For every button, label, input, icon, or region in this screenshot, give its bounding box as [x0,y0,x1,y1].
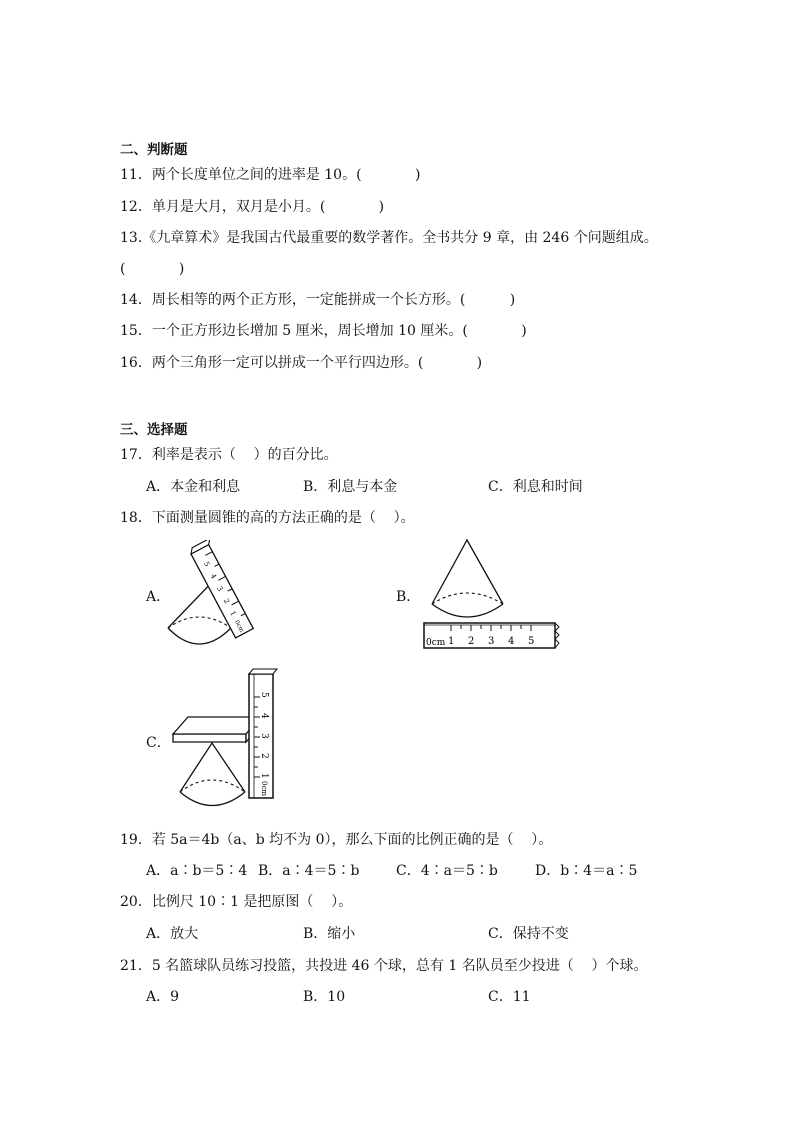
ruler-c-tick-2: 2 [259,753,269,759]
question-11: 11．两个长度单位之间的进率是 10。( ) [120,167,421,183]
ruler-b-tick-0: 0cm [426,638,446,648]
question-13: 13.《九章算术》是我国古代最重要的数学著作。全书共分 9 章，由 246 个问题组成。 [120,230,658,246]
q20-option-a: A．放大 [146,926,199,942]
figure-a-cone-tilted-ruler [165,540,265,655]
figure-c-label: C． [146,735,171,751]
q19-option-a: A．a∶b＝5∶4 [146,863,248,879]
figure-b-cone-horizontal-ruler [420,537,565,652]
question-13-answer: ( ) [120,261,185,277]
question-19: 19．若 5a＝4b（a、b 均不为 0），那么下面的比例正确的是（ ）。 [120,832,553,848]
svg-text:0cm: 0cm [232,619,246,634]
ruler-c-tick-1: 1 [259,773,269,779]
figure-a-label: A． [146,589,171,605]
question-17: 17．利率是表示（ ）的百分比。 [120,447,338,463]
svg-text:3: 3 [215,584,225,593]
ruler-b-tick-2: 2 [468,636,475,647]
ruler-b-tick-5: 5 [528,636,535,647]
question-18: 18．下面测量圆锥的高的方法正确的是（ ）。 [120,510,415,526]
svg-text:5: 5 [201,560,212,568]
q17-option-c: C．利息和时间 [488,479,583,495]
figure-b-label: B． [396,589,421,605]
question-20: 20．比例尺 10∶1 是把原图（ ）。 [120,894,353,910]
ruler-b-tick-1: 1 [448,636,455,647]
q19-option-d: D．b∶4＝a∶5 [535,863,638,879]
ruler-c-tick-4: 4 [259,713,269,719]
question-15: 15．一个正方形边长增加 5 厘米，周长增加 10 厘米。( ) [120,323,527,339]
svg-text:2: 2 [221,597,231,606]
ruler-b-tick-3: 3 [488,636,495,647]
question-12: 12．单月是大月，双月是小月。( ) [120,199,385,215]
ruler-c-tick-5: 5 [259,692,269,698]
svg-text:1: 1 [228,609,238,618]
question-16: 16．两个三角形一定可以拼成一个平行四边形。( ) [120,355,483,371]
ruler-b-tick-4: 4 [508,636,515,647]
q20-option-c: C．保持不变 [488,926,569,942]
question-14: 14．周长相等的两个正方形，一定能拼成一个长方形。( ) [120,292,516,308]
svg-text:4: 4 [208,572,218,581]
ruler-c-tick-3: 3 [259,733,269,739]
q17-option-a: A．本金和利息 [146,479,241,495]
q21-option-a: A．9 [146,989,180,1005]
q17-option-b: B．利息与本金 [303,479,398,495]
q19-option-c: C．4∶a＝5∶b [396,863,498,879]
q19-option-b: B．a∶4＝5∶b [258,863,360,879]
section-heading-choice: 三、选择题 [120,422,188,438]
question-21: 21．5 名篮球队员练习投篮，共投进 46 个球，总有 1 名队员至少投进（ ）个球。 [120,958,648,974]
q20-option-b: B．缩小 [303,926,356,942]
q21-option-c: C．11 [488,989,531,1005]
section-heading-judgment: 二、判断题 [120,142,188,158]
figure-c-cone-board-ruler [168,664,280,810]
ruler-c-tick-0: 0cm [260,781,268,797]
q21-option-b: B．10 [303,989,346,1005]
